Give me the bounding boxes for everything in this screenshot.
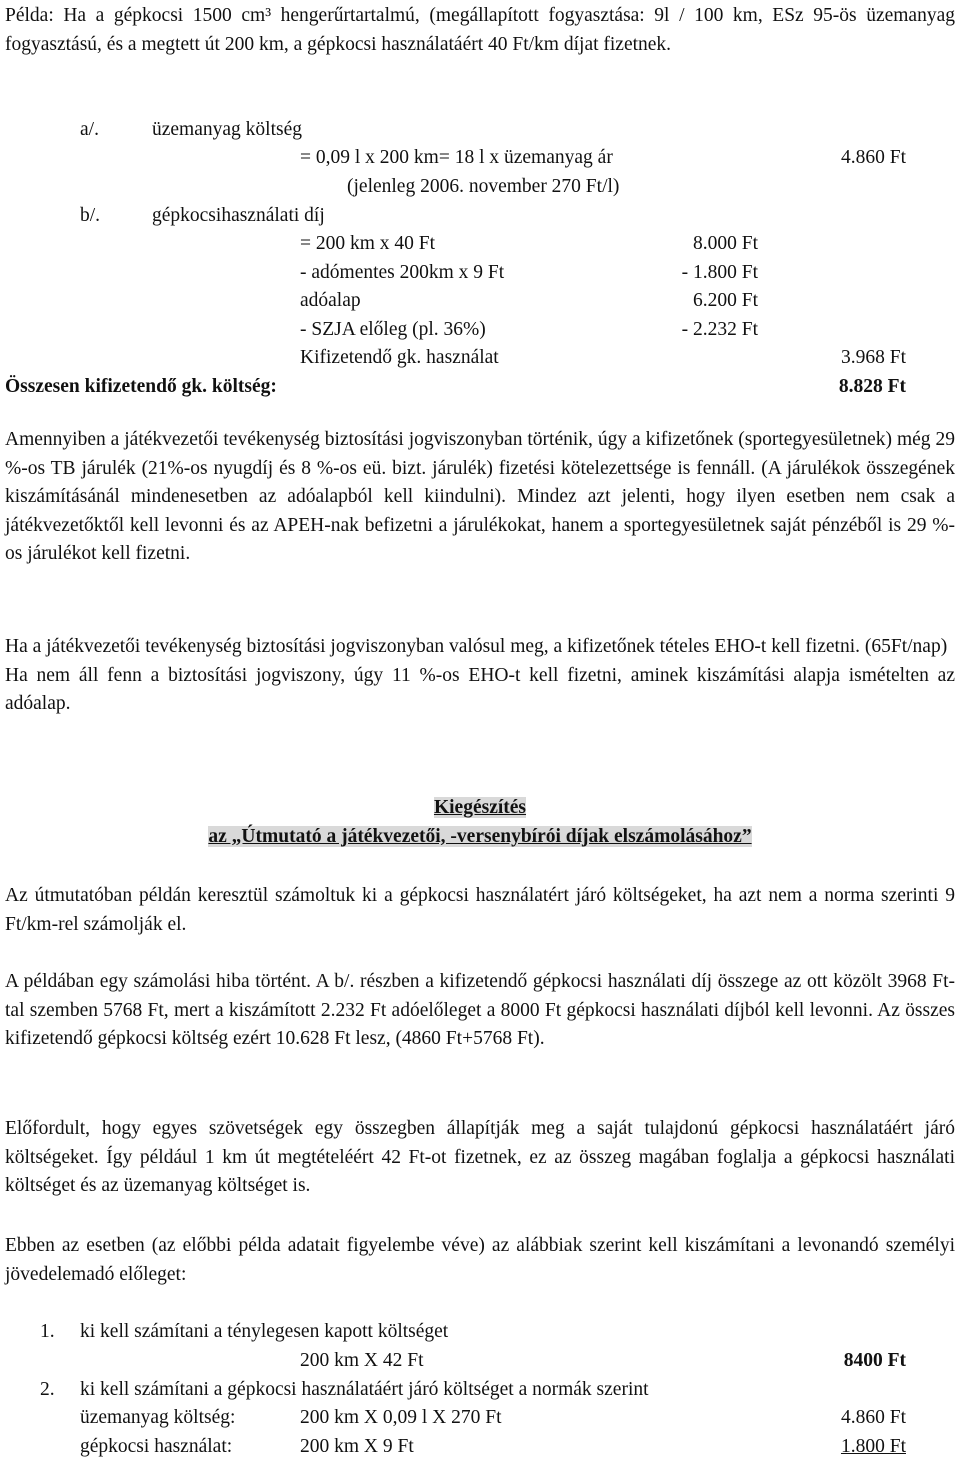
flat-rate-paragraph: Előfordult, hogy egyes szövetségek egy összegben állapítják meg a saját tulajdonú gépkocsi használatáért járó költségeket. Így például 1 km út megtételéért 42 Ft-ot fizetnek, ez az összeg magában foglalja a gépkocsi használati költséget és az üzemanyag költséget is. [5, 1118, 955, 1196]
calc-row-value: - 1.800 Ft [681, 262, 758, 283]
calc-row-value: - 2.232 Ft [681, 319, 758, 340]
intro-paragraph: Példa: Ha a gépkocsi 1500 cm³ hengerűrtartalmú, (megállapított fogyasztása: 9l / 100 km, ESz 95-ös üzemanyag fogyasztású, és a megtett út 200 km, a gépkocsi használatáért 40 Ft/km díjat fizetnek. [5, 5, 955, 55]
contribution-paragraph: Amennyiben a játékvezetői tevékenység biztosítási jogviszonyban történik, úgy a kifizetőnek (sportegyesületnek) még 29 %-os TB járulék (21%-os nyugdíj és 8 %-os eü. bizt. járulék) fizetési kötelezettsége is fennáll. (A járulékok összegének kiszámításánál mindenesetben az adóalapból kell kiindulni). Mindez azt jelenti, hogy ilyen esetben nem csak a játékvezetőktől kell levonni és az APEH-nak befizetni a járulékokat, hanem a sportegyesületnek saját pénzéből is 29 %-os járulékot kell fizetni. [5, 429, 955, 564]
calc-row-label: adóalap [300, 290, 361, 311]
item-a-title: üzemanyag költség [152, 119, 302, 140]
list-item-text: ki kell számítani a ténylegesen kapott költséget [80, 1321, 449, 1342]
total-label: Összesen kifizetendő gk. költség: [5, 376, 277, 397]
supplement-heading: Kiegészítés [433, 797, 527, 818]
list-item-text: ki kell számítani a gépkocsi használatáért járó költséget a normák szerint [80, 1379, 649, 1400]
eho-paragraph: Ha a játékvezetői tevékenység biztosítási jogviszonyban valósul meg, a kifizetőnek tételes EHO-t kell fizetni. (65Ft/nap) Ha nem áll fenn a biztosítási jogviszony, úgy 11 %-os EHO-t kell fizetni, aminek kiszámítási alapja ismételten az adóalap. [5, 636, 955, 714]
car-use-label: gépkocsi használat: [80, 1436, 233, 1457]
calc-row-label: - SZJA előleg (pl. 36%) [300, 319, 486, 340]
list-item-value: 8400 Ft [843, 1350, 906, 1371]
calc-row-label: = 200 km x 40 Ft [300, 233, 436, 254]
calc-row-label: - adómentes 200km x 9 Ft [300, 262, 505, 283]
item-b-title: gépkocsihasználati díj [152, 205, 325, 226]
item-a-value: 4.860 Ft [840, 147, 906, 168]
car-use-value: 1.800 Ft [840, 1436, 906, 1457]
item-a-label: a/. [80, 119, 99, 140]
item-a-note: (jelenleg 2006. november 270 Ft/l) [347, 176, 620, 197]
list-number: 2. [40, 1379, 55, 1400]
list-number: 1. [40, 1321, 55, 1342]
fuel-cost-label: üzemanyag költség: [80, 1407, 236, 1428]
tax-advance-paragraph: Ebben az esetben (az előbbi példa adatait figyelembe véve) az alábbiak szerint kell kiszámítani a levonandó személyi jövedelemadó előleget: [5, 1235, 955, 1285]
payable-value: 3.968 Ft [840, 347, 906, 368]
car-use-calc: 200 km X 9 Ft [300, 1436, 414, 1457]
fuel-cost-value: 4.860 Ft [840, 1407, 906, 1428]
calc-row-value: 8.000 Ft [692, 233, 758, 254]
guide-heading: az „Útmutató a játékvezetői, -versenybírói díjak elszámolásához” [208, 826, 752, 847]
total-value: 8.828 Ft [838, 376, 906, 397]
guide-paragraph: Az útmutatóban példán keresztül számoltuk ki a gépkocsi használatért járó költségeket, ha azt nem a norma szerinti 9 Ft/km-rel számolják el. [5, 885, 955, 935]
error-paragraph: A példában egy számolási hiba történt. A b/. részben a kifizetendő gépkocsi használati díj összege az ott közölt 3968 Ft-tal szemben 5768 Ft, mert a kiszámított 2.232 Ft adóelőleget a 8000 Ft gépkocsi használati díjból kell levonni. Az összes kifizetendő gépkocsi költség ezért 10.628 Ft lesz, (4860 Ft+5768 Ft). [5, 971, 955, 1049]
list-item-calc: 200 km X 42 Ft [300, 1350, 424, 1371]
payable-label: Kifizetendő gk. használat [300, 347, 499, 368]
fuel-cost-calc: 200 km X 0,09 l X 270 Ft [300, 1407, 502, 1428]
item-b-label: b/. [80, 205, 101, 226]
calc-row-value: 6.200 Ft [692, 290, 758, 311]
item-a-formula: = 0,09 l x 200 km= 18 l x üzemanyag ár [300, 147, 613, 168]
